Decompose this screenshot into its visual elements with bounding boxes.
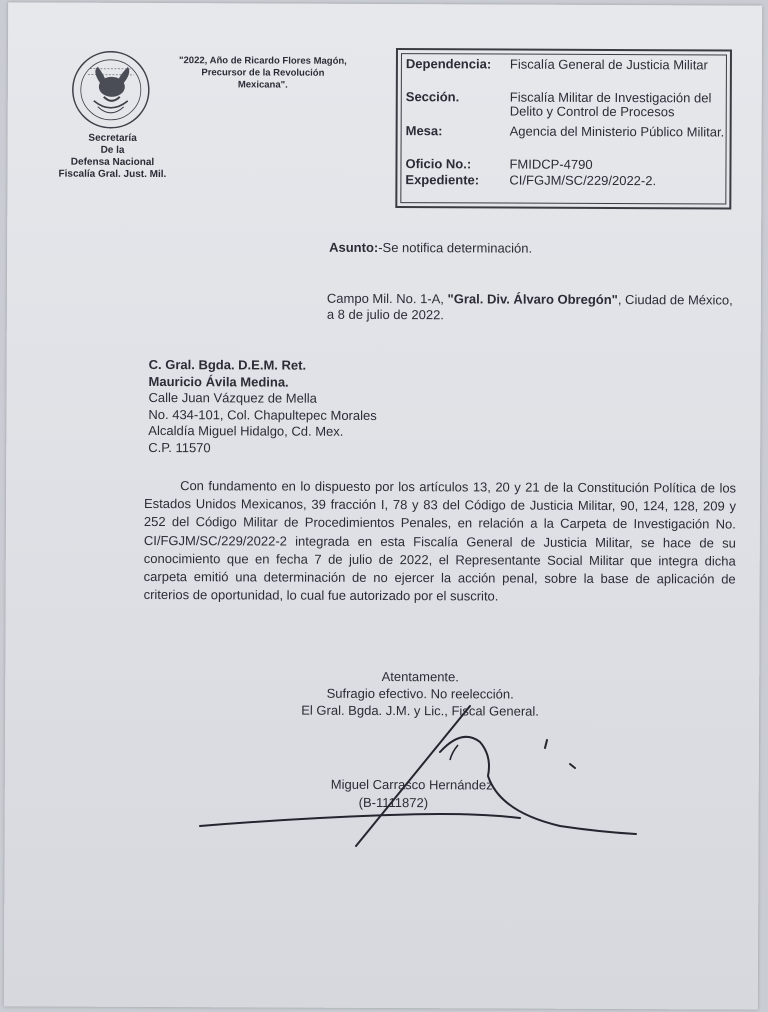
org-line: Secretaría [88,132,137,144]
meta-value: Fiscalía General de Justicia Militar [509,56,708,73]
document-page [4,2,762,1009]
motto-line: Mexicana". [237,79,288,91]
meta-value: CI/FGJM/SC/229/2022-2. [509,172,657,189]
motto-line: "2022, Año de Ricardo Flores Magón, [179,55,347,67]
place-prefix: Campo Mil. No. 1-A, [326,290,448,307]
organization-block [37,132,187,181]
recipient-title: C. Gral. Bgda. D.E.M. Ret. [148,356,307,373]
signer-name: Miguel Carrasco Hernández. [330,776,497,793]
closing-block [265,667,575,719]
recipient-name: Mauricio Ávila Medina. [148,373,289,390]
address-line: Alcaldía Miguel Hidalgo, Cd. Mex. [148,422,344,439]
subject-text: -Se notifica determinación. [378,239,533,256]
closing-line: Atentamente. [381,668,459,685]
signer-block [331,776,497,813]
meta-key: Expediente: [405,172,480,188]
meta-key: Dependencia: [405,56,492,72]
meta-value: Fiscalía Militar de Investigación del Delito y Control de Procesos [509,89,712,120]
place-and-date [327,291,737,325]
org-line: Fiscalía Gral. Just. Mil. [58,168,167,181]
signer-id: (B-1111872) [358,794,429,811]
subject-line [329,240,532,256]
motto-line: Precursor de la Revolución [201,67,325,79]
address-line: Calle Juan Vázquez de Mella [148,389,317,406]
metadata-inner-frame [400,53,727,204]
place-bold-name: "Gral. Div. Álvaro Obregón" [447,291,618,308]
meta-value: FMIDCP-4790 [509,156,593,172]
address-line: No. 434-101, Col. Chapultepec Morales [148,406,377,423]
meta-key: Oficio No.: [405,156,472,172]
address-line: C.P. 11570 [148,439,211,455]
meta-key: Sección. [405,89,460,105]
file-metadata-box [395,48,732,209]
meta-key: Mesa: [405,123,443,139]
closing-line: El Gral. Bgda. J.M. y Lic., Fiscal General. [301,702,539,719]
meta-value: Agencia del Ministerio Público Militar. [509,123,725,140]
org-line: Defensa Nacional [70,156,155,168]
place-suffix: , Ciudad de México, a 8 de julio de 2022. [326,292,733,323]
year-motto [158,55,368,92]
coat-of-arms-seal-icon [70,49,152,131]
org-line: De la [100,144,125,156]
recipient-address [148,357,377,457]
body-paragraph: Con fundamento en lo dispuesto por los artículos 13, 20 y 21 de la Constitución Política de los Estados Unidos Mexicanos, 39 fracción I, 78 y 83 del Código de Justicia Militar, 90, 124, 128, 209 y 252 del Código Militar de Procedimientos Penales, en relación a la Carpeta de Investigación No. CI/FGJM/SC/229/2022-2 integrada en esta Fiscalía General de Justicia Militar, se hace de su conocimiento que en fecha 7 de julio de 2022, el Representante Social Militar que integra dicha carpeta emitió una determinación de no ejercer la acción penal, sobre la base de aplicación de criterios de oportunidad, lo cual fue autorizado por el suscrito. [143,478,737,604]
subject-label: Asunto: [329,239,379,255]
closing-line: Sufragio efectivo. No reelección. [326,685,514,702]
